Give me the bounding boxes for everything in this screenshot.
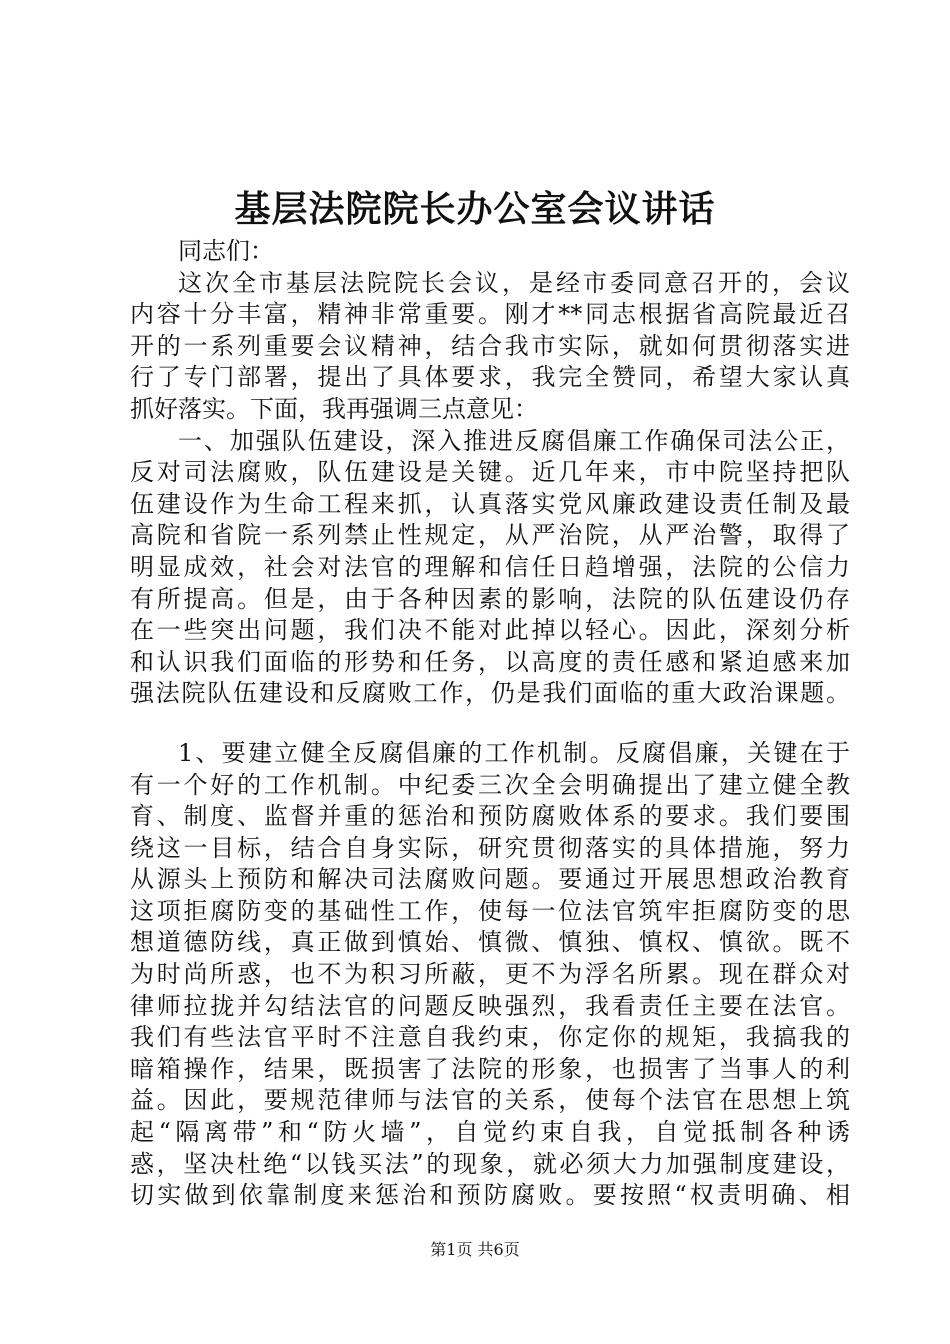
paragraph-line: 伍建设作为生命工程来抓，认真落实党风廉政建设责任制及最 — [130, 489, 850, 518]
paragraph-line: 这项拒腐防变的基础性工作，使每一位法官筑牢拒腐防变的思 — [130, 896, 850, 925]
document-title: 基层法院院长办公室会议讲话 — [234, 188, 716, 230]
paragraph-line: 一、加强队伍建设，深入推进反腐倡廉工作确保司法公正， — [178, 426, 850, 455]
paragraph-line: 高院和省院一系列禁止性规定，从严治院，从严治警，取得了 — [130, 521, 850, 550]
paragraph-line: 想道德防线，真正做到慎始、慎微、慎独、慎权、慎欲。既不 — [130, 928, 850, 957]
page-footer: 第1页 共6页 — [430, 1240, 520, 1259]
paragraph-line: 为时尚所惑，也不为积习所蔽，更不为浮名所累。现在群众对 — [130, 960, 850, 989]
paragraph-line: 我们有些法官平时不注意自我约束，你定你的规矩，我搞我的 — [130, 1023, 850, 1052]
paragraph-1 — [130, 268, 850, 426]
paragraph-line: 起“隔离带”和“防火墙”，自觉约束自我，自觉抵制各种诱 — [130, 1118, 850, 1147]
paragraph-line: 绕这一目标，结合自身实际，研究贯彻落实的具体措施，努力 — [130, 833, 850, 862]
paragraph-line: 暗箱操作，结果，既损害了法院的形象，也损害了当事人的利 — [130, 1054, 850, 1083]
paragraph-line: 明显成效，社会对法官的理解和信任日趋增强，法院的公信力 — [130, 552, 850, 581]
paragraph-line: 开的一系列重要会议精神，结合我市实际，就如何贯彻落实进 — [130, 331, 850, 360]
paragraph-line: 育、制度、监督并重的惩治和预防腐败体系的要求。我们要围 — [130, 802, 850, 831]
paragraph-line: 有所提高。但是，由于各种因素的影响，法院的队伍建设仍存 — [130, 584, 850, 613]
paragraph-line: 抓好落实。下面，我再强调三点意见： — [130, 394, 538, 423]
paragraph-line: 在一些突出问题，我们决不能对此掉以轻心。因此，深刻分析 — [130, 616, 850, 645]
document-body — [130, 236, 850, 1212]
paragraph-2 — [130, 426, 850, 710]
paragraph-line: 强法院队伍建设和反腐败工作，仍是我们面临的重大政治课题。 — [130, 679, 850, 708]
paragraph-line: 有一个好的工作机制。中纪委三次全会明确提出了建立健全教 — [130, 770, 850, 799]
paragraph-line: 切实做到依靠制度来惩治和预防腐败。要按照“权责明确、相 — [130, 1181, 850, 1210]
salutation: 同志们： — [178, 237, 274, 265]
paragraph-line: 内容十分丰富，精神非常重要。刚才**同志根据省高院最近召 — [130, 300, 850, 329]
paragraph-line: 行了专门部署，提出了具体要求，我完全赞同，希望大家认真 — [130, 363, 850, 392]
paragraph-line: 这次全市基层法院院长会议，是经市委同意召开的，会议 — [178, 268, 850, 297]
paragraph-line: 律师拉拢并勾结法官的问题反映强烈，我看责任主要在法官。 — [130, 991, 850, 1020]
paragraph-line: 从源头上预防和解决司法腐败问题。要通过开展思想政治教育 — [130, 865, 850, 894]
paragraph-line: 惑，坚决杜绝“以钱买法”的现象，就必须大力加强制度建设， — [130, 1149, 850, 1178]
paragraph-line: 益。因此，要规范律师与法官的关系，使每个法官在思想上筑 — [130, 1086, 850, 1115]
paragraph-3 — [130, 738, 850, 1212]
paragraph-line: 和认识我们面临的形势和任务，以高度的责任感和紧迫感来加 — [130, 647, 850, 676]
paragraph-line: 反对司法腐败，队伍建设是关键。近几年来，市中院坚持把队 — [130, 458, 850, 487]
paragraph-line: 1、要建立健全反腐倡廉的工作机制。反腐倡廉，关键在于 — [178, 738, 850, 767]
